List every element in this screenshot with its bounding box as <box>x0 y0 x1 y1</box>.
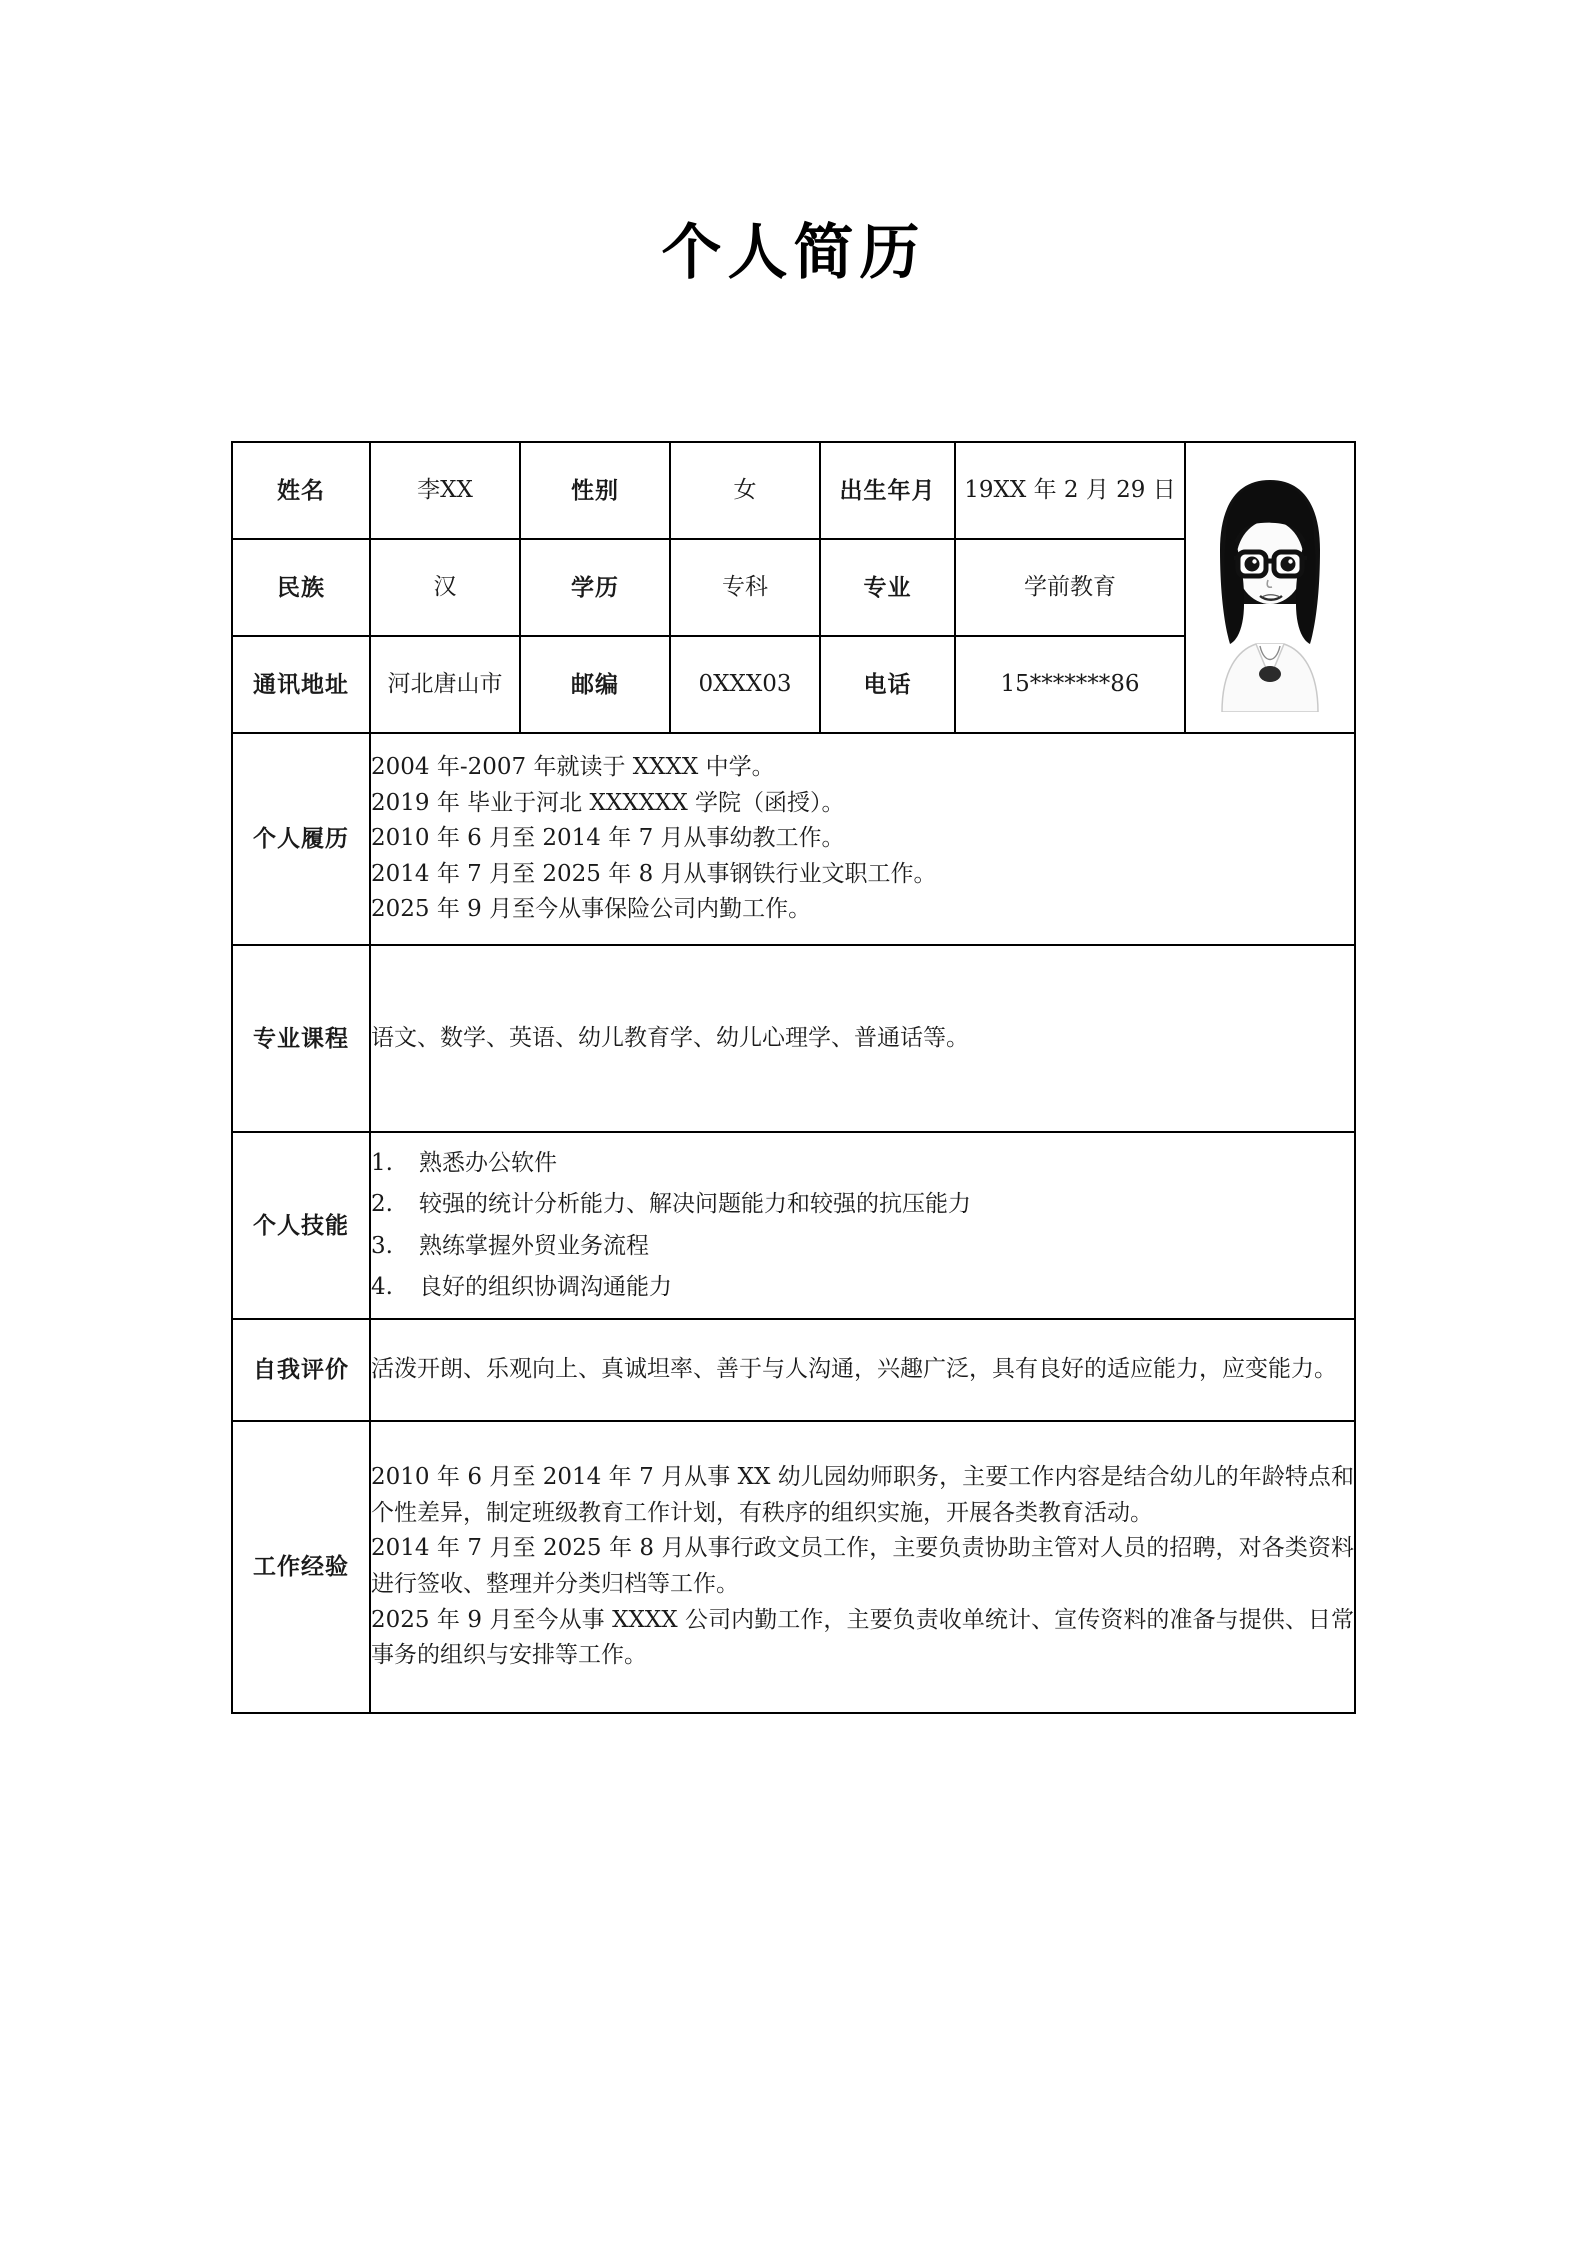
history-line: 2019 年 毕业于河北 XXXXXX 学院（函授）。 <box>371 789 845 816</box>
field-value-postcode: 0XXX03 <box>670 636 820 733</box>
field-label-postcode: 邮编 <box>520 636 670 733</box>
list-item <box>371 1184 1354 1225</box>
page-title: 个人简历 <box>661 218 926 288</box>
skills-list <box>371 1143 1354 1309</box>
section-body-skills <box>370 1132 1355 1319</box>
skill-text: 熟练掌握外贸业务流程 <box>419 1232 649 1259</box>
section-body-self-evaluation <box>370 1319 1355 1421</box>
field-value-ethnicity: 汉 <box>370 539 520 636</box>
portrait-illustration-icon <box>1194 464 1346 712</box>
skill-text: 熟悉办公软件 <box>419 1149 557 1176</box>
skill-number: 1. <box>371 1149 393 1176</box>
field-value-phone: 15*******86 <box>955 636 1185 733</box>
field-label-gender: 性别 <box>520 442 670 539</box>
field-value-name: 李XX <box>370 442 520 539</box>
field-value-major: 学前教育 <box>955 539 1185 636</box>
work-paragraph: 2025 年 9 月至今从事 XXXX 公司内勤工作，主要负责收单统计、宣传资料的准备与提供、日常事务的组织与安排等工作。 <box>371 1606 1354 1669</box>
section-label-skills: 个人技能 <box>232 1132 370 1319</box>
skill-text: 较强的统计分析能力、解决问题能力和较强的抗压能力 <box>419 1191 971 1218</box>
field-label-major: 专业 <box>820 539 955 636</box>
skill-text: 良好的组织协调沟通能力 <box>419 1273 672 1300</box>
skill-number: 4. <box>371 1273 393 1300</box>
field-label-ethnicity: 民族 <box>232 539 370 636</box>
section-row-skills <box>232 1132 1355 1319</box>
history-line: 2010 年 6 月至 2014 年 7 月从事幼教工作。 <box>371 825 845 852</box>
list-item <box>371 1143 1354 1184</box>
field-label-phone: 电话 <box>820 636 955 733</box>
list-item <box>371 1226 1354 1267</box>
section-label-self-evaluation: 自我评价 <box>232 1319 370 1421</box>
section-row-work-experience <box>232 1421 1355 1713</box>
field-value-education: 专科 <box>670 539 820 636</box>
field-label-name: 姓名 <box>232 442 370 539</box>
section-label-work-experience: 工作经验 <box>232 1421 370 1713</box>
history-line: 2014 年 7 月至 2025 年 8 月从事钢铁行业文职工作。 <box>371 860 937 887</box>
self-evaluation-text: 活泼开朗、乐观向上、真诚坦率、善于与人沟通，兴趣广泛，具有良好的适应能力，应变能力。 <box>371 1356 1337 1383</box>
section-label-history: 个人履历 <box>232 733 370 945</box>
section-body-work-experience <box>370 1421 1355 1713</box>
history-line: 2004 年-2007 年就读于 XXXX 中学。 <box>371 753 775 780</box>
section-row-history <box>232 733 1355 945</box>
field-value-gender: 女 <box>670 442 820 539</box>
field-label-birthdate: 出生年月 <box>820 442 955 539</box>
list-item <box>371 1267 1354 1308</box>
avatar <box>1190 460 1350 715</box>
table-row <box>232 442 1355 539</box>
field-label-education: 学历 <box>520 539 670 636</box>
work-paragraph: 2014 年 7 月至 2025 年 8 月从事行政文员工作，主要负责协助主管对人员的招聘，对各类资料进行签收、整理并分类归档等工作。 <box>371 1535 1354 1597</box>
field-value-birthdate: 19XX 年 2 月 29 日 <box>955 442 1185 539</box>
work-paragraph: 2010 年 6 月至 2014 年 7 月从事 XX 幼儿园幼师职务，主要工作内容是结合幼儿的年龄特点和个性差异，制定班级教育工作计划，有秩序的组织实施，开展各类教育活动。 <box>371 1464 1354 1526</box>
history-line: 2025 年 9 月至今从事保险公司内勤工作。 <box>371 896 812 923</box>
courses-text: 语文、数学、英语、幼儿教育学、幼儿心理学、普通话等。 <box>371 1024 969 1051</box>
field-value-address: 河北唐山市 <box>370 636 520 733</box>
section-body-history <box>370 733 1355 945</box>
section-body-courses <box>370 945 1355 1132</box>
photo-cell <box>1185 442 1355 733</box>
field-label-address: 通讯地址 <box>232 636 370 733</box>
skill-number: 2. <box>371 1191 393 1218</box>
section-label-courses: 专业课程 <box>232 945 370 1132</box>
section-row-courses <box>232 945 1355 1132</box>
skill-number: 3. <box>371 1232 393 1259</box>
section-row-self-evaluation <box>232 1319 1355 1421</box>
resume-table <box>231 441 1356 1714</box>
